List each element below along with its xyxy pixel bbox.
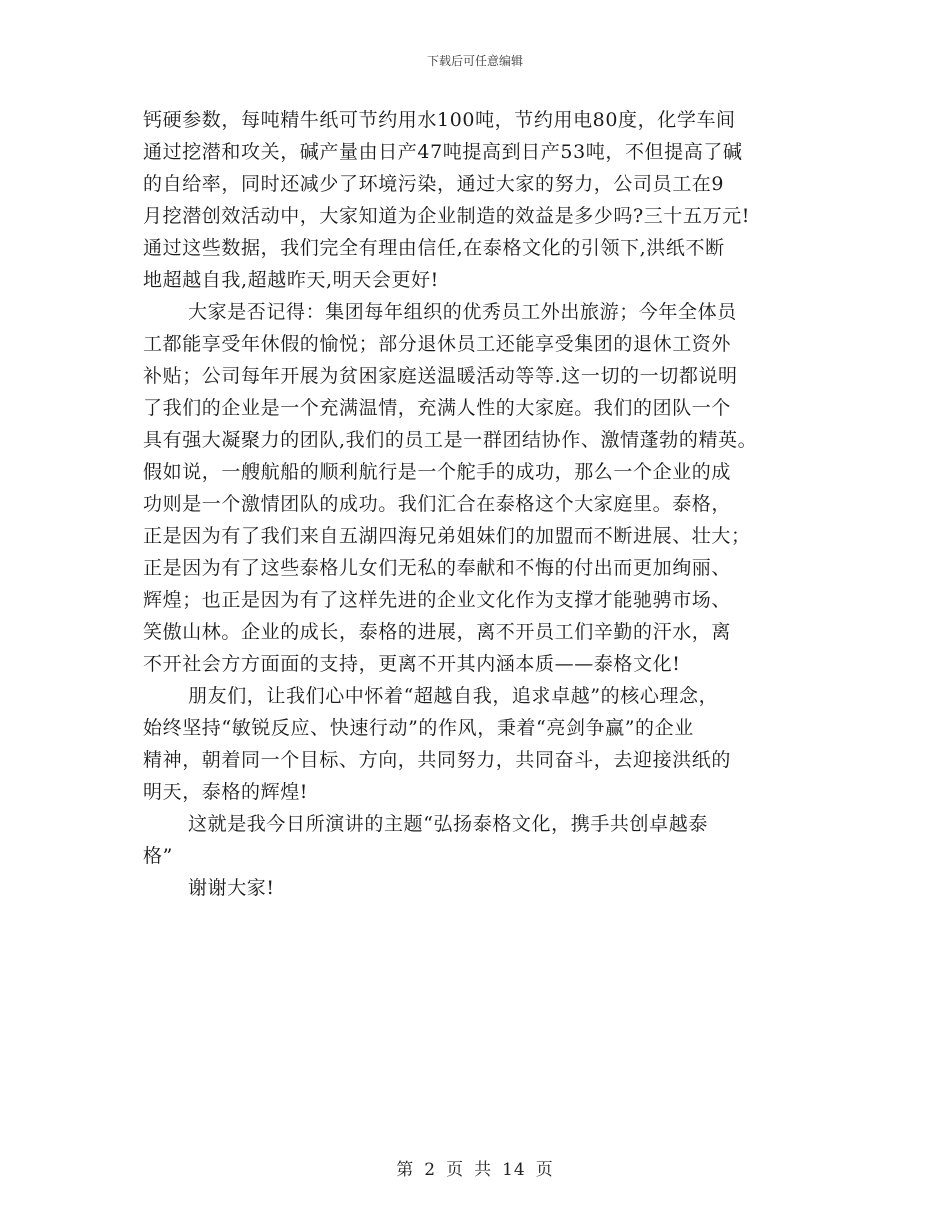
text-line: 大家是否记得：集团每年组织的优秀员工外出旅游；今年全体员 bbox=[188, 301, 737, 323]
current-page-number: 2 bbox=[424, 1160, 437, 1180]
text-line: 正是因为有了这些泰格儿女们无私的奉献和不悔的付出而更加绚丽、 bbox=[143, 557, 732, 579]
paragraph bbox=[143, 680, 815, 808]
text-line: 月挖潜创效活动中，大家知道为企业制造的效益是多少吗?三十五万元! bbox=[143, 205, 751, 227]
text-line: 谢谢大家! bbox=[188, 877, 275, 899]
text-line: 假如说，一艘航船的顺利航行是一个舵手的成功，那么一个企业的成 bbox=[143, 461, 732, 483]
text-line: 补贴；公司每年开展为贫困家庭送温暖活动等等.这一切的一切都说明 bbox=[143, 365, 738, 387]
text-line: 不开社会方方面面的支持，更离不开其内涵本质——泰格文化! bbox=[143, 653, 681, 675]
paragraph bbox=[143, 808, 815, 872]
footer-prefix: 第 bbox=[396, 1160, 415, 1180]
text-line: 辉煌；也正是因为有了这样先进的企业文化作为支撑才能驰骋市场、 bbox=[143, 589, 732, 611]
paragraph bbox=[143, 296, 815, 680]
text-line: 地超越自我,超越昨天,明天会更好! bbox=[143, 269, 439, 291]
text-line: 笑傲山林。企业的成长，泰格的进展，离不开员工们辛勤的汗水，离 bbox=[143, 621, 732, 643]
text-line: 了我们的企业是一个充满温情，充满人性的大家庭。我们的团队一个 bbox=[143, 397, 732, 419]
text-line: 钙硬参数，每吨精牛纸可节约用水100吨，节约用电80度，化学车间 bbox=[143, 109, 736, 131]
text-line: 正是因为有了我们来自五湖四海兄弟姐妹们的加盟而不断进展、壮大； bbox=[143, 525, 751, 547]
text-line: 格” bbox=[143, 845, 173, 867]
text-line: 精神，朝着同一个目标、方向，共同努力，共同奋斗，去迎接洪纸的 bbox=[143, 749, 732, 771]
document-body bbox=[143, 104, 815, 904]
text-line: 明天，泰格的辉煌! bbox=[143, 781, 309, 803]
page-footer bbox=[0, 1155, 950, 1180]
total-pages-number: 14 bbox=[502, 1160, 526, 1180]
footer-suffix: 页 bbox=[535, 1160, 554, 1180]
text-line: 具有强大凝聚力的团队,我们的员工是一群团结协作、激情蓬勃的精英。 bbox=[143, 429, 758, 451]
text-line: 工都能享受年休假的愉悦；部分退休员工还能享受集团的退休工资外 bbox=[143, 333, 732, 355]
text-line: 通过挖潜和攻关，碱产量由日产47吨提高到日产53吨，不但提高了碱 bbox=[143, 141, 743, 163]
paragraph bbox=[143, 872, 815, 904]
text-line: 通过这些数据，我们完全有理由信任,在泰格文化的引领下,洪纸不断 bbox=[143, 237, 725, 259]
footer-total-word: 共 bbox=[474, 1160, 493, 1180]
text-line: 这就是我今日所演讲的主题“弘扬泰格文化，携手共创卓越泰 bbox=[188, 813, 708, 835]
page-header: 下载后可任意编辑 bbox=[426, 54, 523, 68]
paragraph bbox=[143, 104, 815, 296]
text-line: 的自给率，同时还减少了环境污染，通过大家的努力，公司员工在9 bbox=[143, 173, 725, 195]
text-line: 朋友们，让我们心中怀着“超越自我，追求卓越”的核心理念， bbox=[188, 685, 719, 707]
footer-page-word: 页 bbox=[446, 1160, 465, 1180]
text-line: 始终坚持“敏锐反应、快速行动”的作风，秉着“亮剑争赢”的企业 bbox=[143, 717, 694, 739]
text-line: 功则是一个激情团队的成功。我们汇合在泰格这个大家庭里。泰格， bbox=[143, 493, 732, 515]
